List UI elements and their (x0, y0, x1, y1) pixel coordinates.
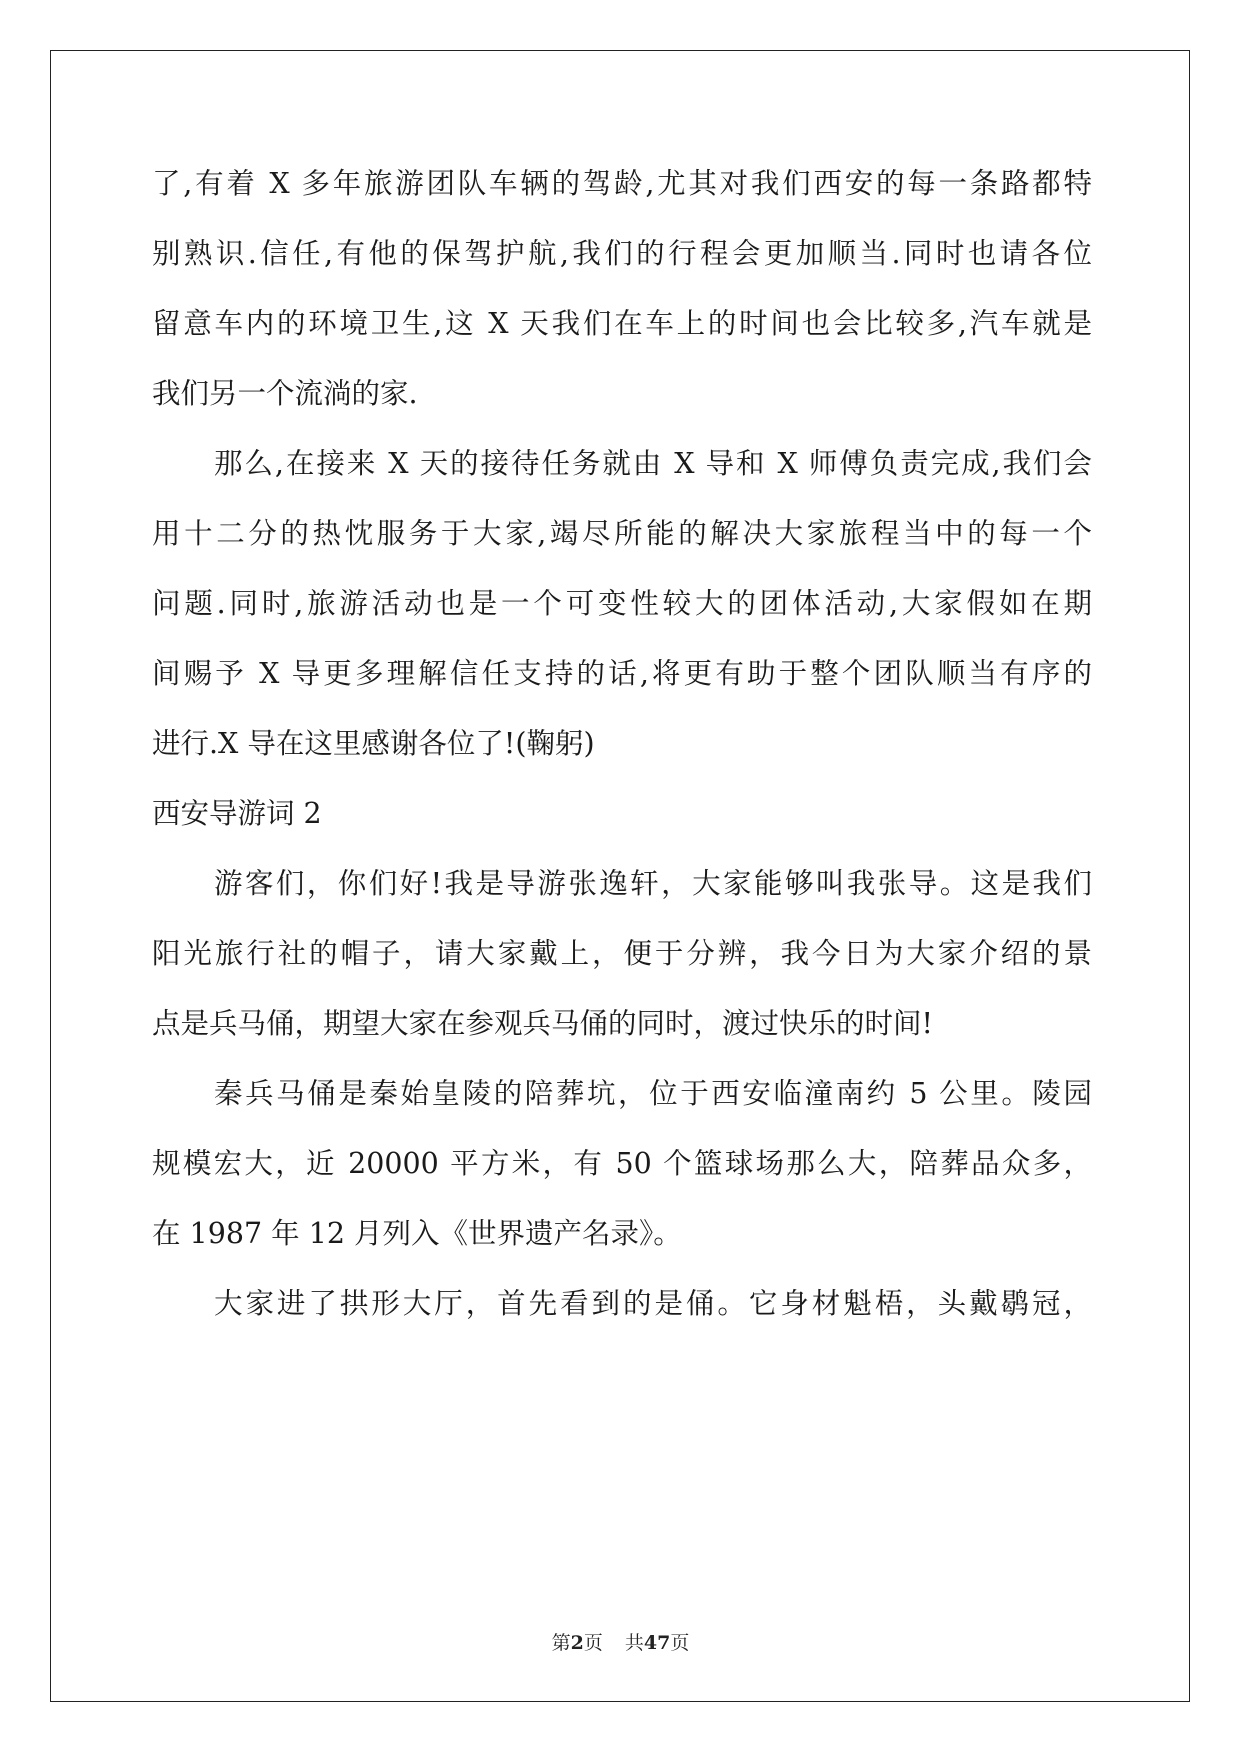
text-line: 游客们，你们好!我是导游张逸轩，大家能够叫我张导。这是我们 (214, 867, 1092, 900)
text-line: 阳光旅行社的帽子，请大家戴上，便于分辨，我今日为大家介绍的景 (152, 937, 1092, 970)
text-line: 了,有着 X 多年旅游团队车辆的驾龄,尤其对我们西安的每一条路都特 (152, 167, 1092, 200)
page-number: 2 (570, 1632, 584, 1654)
page-prefix: 第 (551, 1632, 571, 1654)
text-line: 在 1987 年 12 月列入《世界遗产名录》。 (152, 1217, 682, 1250)
text-line: 秦兵马俑是秦始皇陵的陪葬坑，位于西安临潼南约 5 公里。陵园 (214, 1077, 1092, 1110)
text-line: 问题.同时,旅游活动也是一个可变性较大的团体活动,大家假如在期 (152, 587, 1092, 620)
total-suffix: 页 (670, 1632, 690, 1654)
page-suffix: 页 (583, 1632, 603, 1654)
text-line: 我们另一个流淌的家. (152, 377, 418, 410)
text-line: 间赐予 X 导更多理解信任支持的话,将更有助于整个团队顺当有序的 (152, 657, 1092, 690)
page-footer (0, 1628, 1241, 1655)
text-line: 用十二分的热忱服务于大家,竭尽所能的解决大家旅程当中的每一个 (152, 517, 1092, 550)
text-line: 留意车内的环境卫生,这 X 天我们在车上的时间也会比较多,汽车就是 (152, 307, 1092, 340)
section-heading: 西安导游词 2 (152, 797, 322, 830)
text-line: 规模宏大，近 20000 平方米，有 50 个篮球场那么大，陪葬品众多， (152, 1147, 1092, 1180)
document-body (152, 166, 1092, 1356)
text-line: 进行.X 导在这里感谢各位了!(鞠躬) (152, 727, 595, 760)
text-line: 别熟识.信任,有他的保驾护航,我们的行程会更加顺当.同时也请各位 (152, 237, 1092, 270)
total-prefix: 共 (624, 1632, 644, 1654)
text-line: 大家进了拱形大厅，首先看到的是俑。它身材魁梧，头戴鹖冠， (214, 1287, 1092, 1320)
text-line: 那么,在接来 X 天的接待任务就由 X 导和 X 师傅负责完成,我们会 (214, 447, 1092, 480)
text-line: 点是兵马俑，期望大家在参观兵马俑的同时，渡过快乐的时间! (152, 1007, 933, 1040)
total-pages: 47 (643, 1632, 671, 1654)
